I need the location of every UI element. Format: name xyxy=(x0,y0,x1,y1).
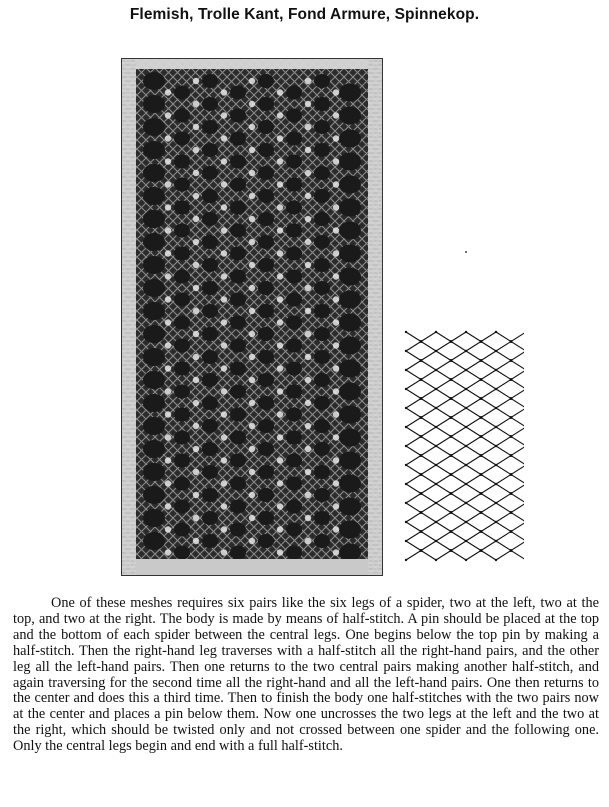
body-text: One of these meshes requires six pairs like the six legs of a spider, two at the left, two at the top, and two at the right. The body is made by means of half-stitch. A pin should be placed at the top and the bottom of each spider between the central legs. One begins below the top pin by making a half-stitch. Then the right-hand leg traverses with a half-stitch all the right-hand pairs, and the other leg all the left-hand pairs. Then one returns to the two central pairs making another half-stitch, and again traversing for the second time all the right-hand and all the left-hand pairs. One then returns to the center and does this a third time. Then to finish the body one half-stitches with the two pairs now at the center and places a pin below them. Now one uncrosses the two legs at the left and the two at the right, which should be twisted only and not crossed between one spider and the following one. Only the central legs begin and end with a full half-stitch. xyxy=(13,595,599,755)
lace-photo-image xyxy=(122,59,382,575)
ink-speck xyxy=(465,251,467,253)
pricking-diagram xyxy=(404,328,524,564)
lace-photo xyxy=(121,58,383,576)
pricking-diagram-image xyxy=(404,328,524,564)
page-title: Flemish, Trolle Kant, Fond Armure, Spinnekop. xyxy=(129,6,480,23)
